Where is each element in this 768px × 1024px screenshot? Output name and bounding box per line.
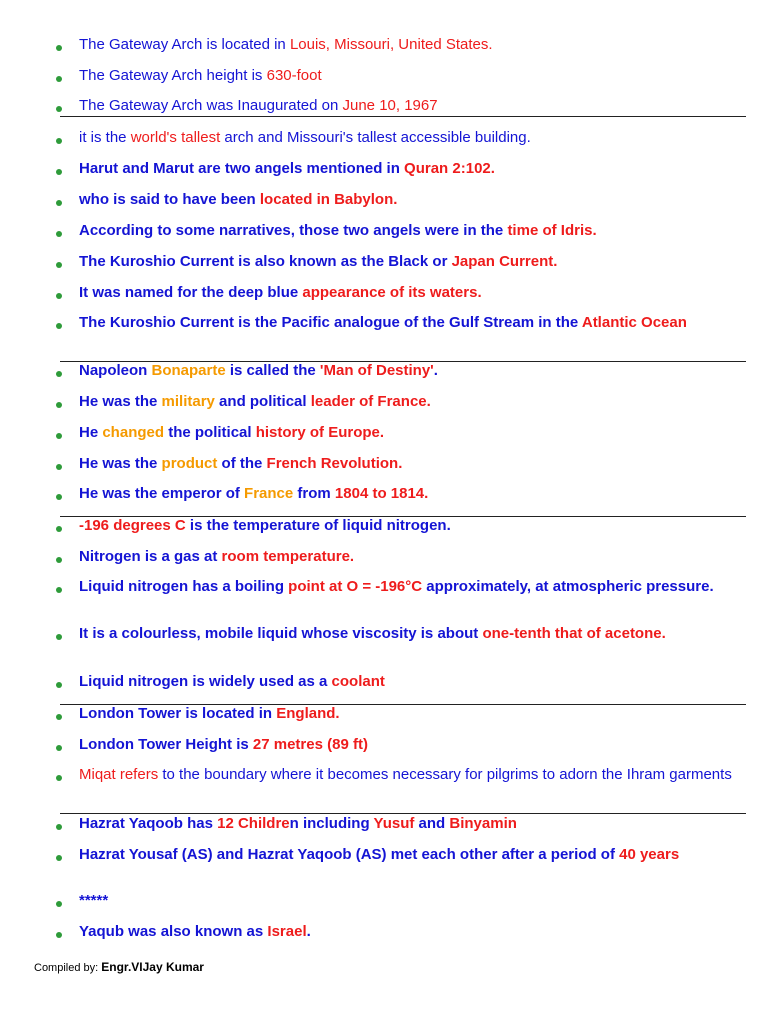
text-segment: product [161, 455, 218, 472]
text-segment: of the [217, 455, 267, 472]
text-segment: Louis, Missouri, United States. [289, 36, 493, 53]
text-segment: 40 years [619, 846, 680, 863]
bullet-icon [56, 587, 62, 593]
bullet-icon [56, 45, 62, 51]
section-divider [60, 516, 746, 517]
text-segment: Napoleon [79, 362, 152, 379]
bullet-icon [56, 745, 62, 751]
list-item-text [79, 362, 749, 379]
text-segment: is called the [225, 362, 320, 379]
text-segment: Japan Current. [451, 253, 558, 270]
text-segment: 'Man of Destiny' [319, 362, 434, 379]
text-segment: . [433, 362, 438, 379]
text-segment: The Kuroshio Current is the Pacific analogue of the Gulf Stream in the [79, 314, 582, 331]
text-segment: 27 metres (89 ft) [252, 736, 368, 753]
text-segment: According to some narratives, those two angels were in the [79, 222, 508, 239]
text-segment: and [414, 815, 450, 832]
text-segment: arch and Missouri's tallest accessible building. [220, 129, 531, 146]
text-segment: French Revolution. [266, 455, 403, 472]
text-segment: He was the [79, 393, 162, 410]
bullet-icon [56, 402, 62, 408]
text-segment: -196 degrees C [79, 517, 186, 534]
bullet-icon [56, 526, 62, 532]
text-segment: approximately, at atmospheric pressure. [422, 578, 714, 595]
text-segment: from [293, 485, 335, 502]
list-item-text [79, 253, 749, 270]
section-divider [60, 813, 746, 814]
text-segment: n including [289, 815, 374, 832]
bullet-icon [56, 200, 62, 206]
bullet-icon [56, 262, 62, 268]
text-segment: Miqat refers [79, 766, 159, 783]
bullet-icon [56, 775, 62, 781]
list-item-text [79, 766, 749, 783]
text-segment: Bonaparte [151, 362, 226, 379]
text-segment: Israel [267, 923, 307, 940]
section-divider [60, 361, 746, 362]
text-segment: room temperature. [221, 548, 355, 565]
list-item-text [79, 517, 749, 534]
text-segment: is the temperature of liquid nitrogen. [185, 517, 451, 534]
bullet-icon [56, 231, 62, 237]
list-item-text [79, 222, 749, 239]
footer-label: Compiled by: [34, 962, 102, 974]
list-item-text [79, 393, 749, 410]
section-divider [60, 704, 746, 705]
list-item-text [79, 455, 749, 472]
bullet-icon [56, 824, 62, 830]
list-item-text [79, 736, 749, 753]
text-segment: Liquid nitrogen is widely used as a [79, 673, 332, 690]
list-item-text [79, 67, 749, 84]
list-item-text [79, 815, 749, 832]
bullet-icon [56, 323, 62, 329]
list-item-text [79, 923, 749, 940]
text-segment: 630-foot [266, 67, 322, 84]
bullet-icon [56, 433, 62, 439]
bullet-icon [56, 634, 62, 640]
text-segment: located in Babylon. [259, 191, 398, 208]
bullet-icon [56, 714, 62, 720]
text-segment: Nitrogen is a gas at [79, 548, 222, 565]
list-item-text [79, 191, 749, 208]
list-item-text [79, 36, 749, 53]
list-item-text [79, 129, 749, 146]
text-segment: 12 Childre [217, 815, 290, 832]
list-item-text [79, 97, 749, 114]
text-segment: one-tenth that of acetone. [482, 625, 666, 642]
text-segment: It is a colourless, mobile liquid whose viscosity is about [79, 625, 483, 642]
bullet-icon [56, 371, 62, 377]
text-segment: changed [102, 424, 165, 441]
list-item-text [79, 892, 749, 909]
bullet-icon [56, 901, 62, 907]
list-item-text [79, 314, 749, 331]
text-segment: the political [164, 424, 256, 441]
bullet-icon [56, 682, 62, 688]
text-segment: London Tower Height is [79, 736, 253, 753]
list-item-text [79, 705, 749, 722]
list-item-text [79, 485, 749, 502]
text-segment: coolant [331, 673, 385, 690]
text-segment: The Kuroshio Current is also known as the Black or [79, 253, 452, 270]
text-segment: Hazrat Yousaf (AS) and Hazrat Yaqoob (AS) met each other after a period of [79, 846, 620, 863]
text-segment: point at O = -196°C [288, 578, 423, 595]
text-segment: Yusuf [373, 815, 415, 832]
text-segment: Binyamin [449, 815, 517, 832]
text-segment: England. [276, 705, 340, 722]
footer-author: Engr.VIJay Kumar [101, 960, 204, 974]
text-segment: London Tower is located in [79, 705, 277, 722]
bullet-icon [56, 106, 62, 112]
bullet-icon [56, 557, 62, 563]
list-item-text [79, 160, 749, 177]
text-segment: June 10, 1967 [342, 97, 438, 114]
bullet-icon [56, 464, 62, 470]
bullet-icon [56, 494, 62, 500]
bullet-icon [56, 855, 62, 861]
list-item-text [79, 284, 749, 301]
text-segment: Atlantic Ocean [581, 314, 687, 331]
text-segment: He [79, 424, 103, 441]
list-item-text [79, 846, 749, 863]
list-item-text [79, 578, 749, 595]
text-segment: . [306, 923, 311, 940]
text-segment: who is said to have been [79, 191, 260, 208]
list-item-text [79, 625, 749, 642]
list-item-text [79, 673, 749, 690]
text-segment: military [161, 393, 215, 410]
text-segment: Yaqub was also known as [79, 923, 268, 940]
text-segment: France [244, 485, 294, 502]
bullet-icon [56, 138, 62, 144]
text-segment: time of Idris. [507, 222, 597, 239]
text-segment: He was the emperor of [79, 485, 245, 502]
text-segment: ***** [79, 892, 109, 909]
text-segment: It was named for the deep blue [79, 284, 303, 301]
text-segment: Liquid nitrogen has a boiling [79, 578, 289, 595]
text-segment: Hazrat Yaqoob has [79, 815, 218, 832]
text-segment: Harut and Marut are two angels mentioned in [79, 160, 405, 177]
bullet-icon [56, 76, 62, 82]
text-segment: appearance of its waters. [302, 284, 482, 301]
text-segment: Quran 2:102. [404, 160, 495, 177]
text-segment: and political [214, 393, 311, 410]
compiled-by-footer [34, 960, 204, 974]
text-segment: 1804 to 1814. [334, 485, 429, 502]
bullet-icon [56, 932, 62, 938]
list-item-text [79, 424, 749, 441]
text-segment: He was the [79, 455, 162, 472]
text-segment: The Gateway Arch is located in [79, 36, 290, 53]
text-segment: world's tallest [130, 129, 221, 146]
bullet-icon [56, 169, 62, 175]
text-segment: The Gateway Arch height is [79, 67, 267, 84]
bullet-icon [56, 293, 62, 299]
text-segment: The Gateway Arch was Inaugurated on [79, 97, 343, 114]
text-segment: it is the [79, 129, 131, 146]
section-divider [60, 116, 746, 117]
list-item-text [79, 548, 749, 565]
text-segment: leader of France. [310, 393, 431, 410]
text-segment: history of Europe. [255, 424, 385, 441]
text-segment: to the boundary where it becomes necessary for pilgrims to adorn the Ihram garments [158, 766, 732, 783]
